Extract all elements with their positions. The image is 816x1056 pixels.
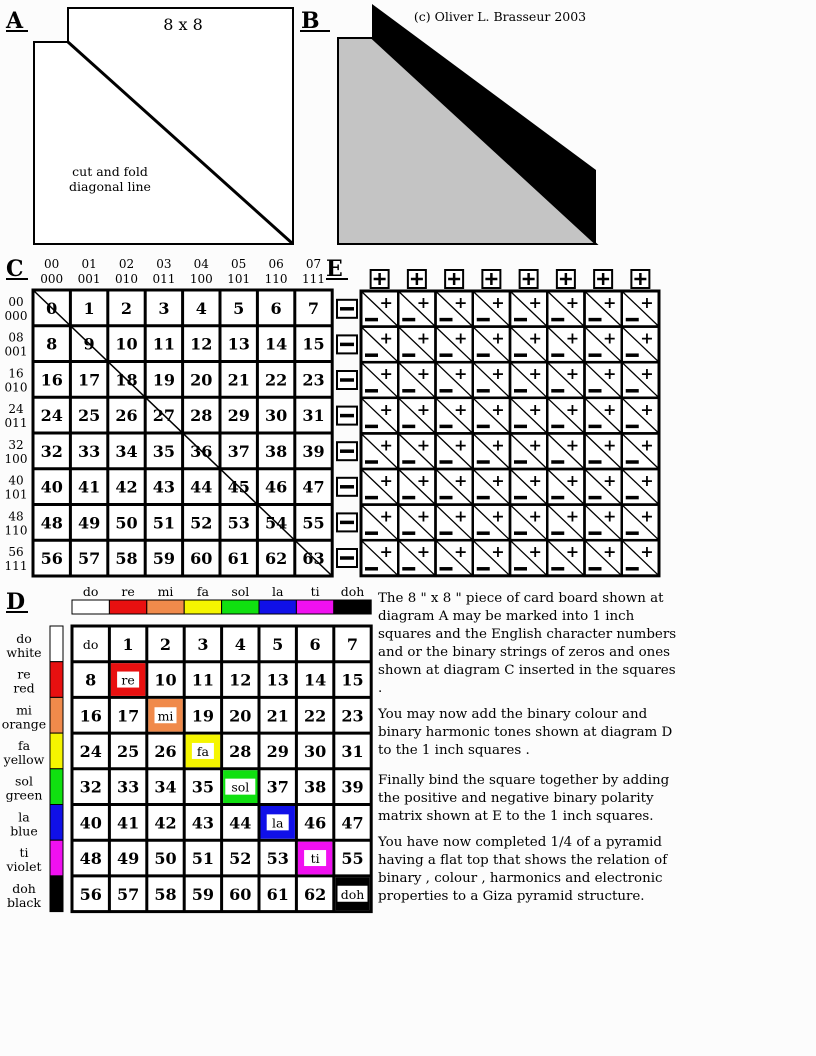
grid-d-cell: 3 xyxy=(197,634,209,654)
tone-label-left: do xyxy=(16,630,32,646)
grid-c-cell: 33 xyxy=(77,441,101,461)
tone-label-top: re xyxy=(121,584,135,599)
grid-e-plus: + xyxy=(640,364,654,384)
grid-d-cell: 11 xyxy=(191,670,215,690)
grid-e-plus: + xyxy=(454,506,468,526)
grid-d-cell: 26 xyxy=(154,741,177,761)
grid-d-cell: 24 xyxy=(79,741,102,761)
grid-e-plus: + xyxy=(528,293,542,312)
instructions-p2: You may now add the binary colour and binary harmonic tones shown at diagram D to the 1 inch squares . xyxy=(378,707,673,758)
grid-d-cell: 25 xyxy=(116,741,140,761)
grid-e-plus: + xyxy=(416,506,431,526)
tone-swatch-top xyxy=(147,600,184,614)
grid-e-plus: + xyxy=(565,542,580,562)
color-label-left: blue xyxy=(10,823,38,839)
grid-d-cell: 7 xyxy=(346,634,359,654)
grid-c-cell: 49 xyxy=(77,513,101,533)
col-header-binary: 001 xyxy=(77,272,101,286)
grid-d-cell: 46 xyxy=(303,813,327,833)
row-header-decimal: 56 xyxy=(8,545,24,560)
grid-d-cell: 28 xyxy=(229,741,252,761)
grid-c-cell: 46 xyxy=(264,477,288,497)
grid-c-cell: 27 xyxy=(152,406,176,426)
tone-label-top: doh xyxy=(340,584,365,599)
grid-c-cell: 31 xyxy=(302,406,325,426)
grid-e-plus: + xyxy=(528,399,542,419)
grid-d-cell: 51 xyxy=(191,849,215,869)
grid-c-cell: 14 xyxy=(264,334,288,354)
grid-c-cell: 39 xyxy=(302,441,325,461)
grid-d-cell: 49 xyxy=(116,849,140,869)
grid-d-cell: 61 xyxy=(266,884,289,904)
tone-swatch-top xyxy=(334,600,371,614)
grid-c-cell: 52 xyxy=(190,513,213,533)
row-header-binary: 001 xyxy=(4,344,28,359)
grid-d-cell: 41 xyxy=(116,813,140,833)
col-header-decimal: 01 xyxy=(81,257,97,271)
grid-d-cell: 39 xyxy=(341,777,364,797)
tone-swatch-left xyxy=(50,626,63,662)
grid-e-plus: + xyxy=(379,435,393,455)
grid-e-plus: + xyxy=(640,506,654,526)
grid-e-plus: + xyxy=(640,471,654,490)
grid-e-plus: + xyxy=(379,399,393,419)
grid-d-cell: 20 xyxy=(229,706,252,726)
grid-c-cell: 6 xyxy=(270,298,282,318)
grid-d-cell: 29 xyxy=(266,741,289,761)
grid-c-cell: 12 xyxy=(190,334,213,354)
grid-c-cell: 50 xyxy=(115,513,138,533)
tone-swatch-left xyxy=(50,840,63,876)
grid-c-cell: 35 xyxy=(152,441,176,461)
color-label-left: yellow xyxy=(3,751,45,767)
grid-e-plus: + xyxy=(454,542,468,562)
grid-c-cell: 0 xyxy=(46,298,58,318)
tone-label-left: la xyxy=(18,809,30,825)
tone-swatch-top xyxy=(72,600,109,614)
grid-c-cell: 20 xyxy=(190,370,213,390)
grid-e-plus: + xyxy=(454,328,468,348)
tone-label-left: sol xyxy=(15,773,33,789)
grid-e-plus: + xyxy=(565,293,580,312)
col-header-binary: 000 xyxy=(40,272,64,286)
diagram-b xyxy=(300,4,596,244)
row-header-decimal: 00 xyxy=(8,294,24,309)
grid-e-plus: + xyxy=(528,506,542,526)
grid-e-plus: + xyxy=(640,542,654,562)
grid-e-plus: + xyxy=(416,293,431,312)
grid-c-cell: 13 xyxy=(227,334,250,354)
grid-d-cell: 15 xyxy=(341,670,364,690)
grid-d-cell: 6 xyxy=(309,634,321,654)
grid-c-cell: 58 xyxy=(115,549,138,569)
tone-swatch-top xyxy=(184,600,221,614)
instructions-p4: You have now completed 1/4 of a pyramid having a flat top that shows the relation of binary , colour , harmonics and electronic properties to a Giza pyramid structure. xyxy=(378,835,668,904)
grid-d-cell: 57 xyxy=(116,884,140,904)
grid-d-cell: 53 xyxy=(266,849,289,869)
grid-c-cell: 62 xyxy=(264,549,288,569)
grid-c-cell: 47 xyxy=(302,477,325,497)
grid-e-plus: + xyxy=(603,399,617,419)
grid-d-cell: 21 xyxy=(266,706,289,726)
diagram-c xyxy=(5,256,333,576)
tone-label-top: ti xyxy=(310,584,320,599)
col-header-decimal: 06 xyxy=(268,257,284,271)
grid-c-cell: 61 xyxy=(227,549,250,569)
tone-swatch-top xyxy=(296,600,333,614)
grid-d-tone-text: re xyxy=(121,672,135,688)
grid-d-cell: 40 xyxy=(79,813,102,833)
grid-d-cell: 43 xyxy=(191,813,215,833)
grid-d-cell: 19 xyxy=(191,706,215,726)
col-header-binary: 110 xyxy=(264,272,288,286)
color-label-left: violet xyxy=(6,859,42,875)
row-header-decimal: 24 xyxy=(8,402,24,417)
grid-d-cell: 12 xyxy=(229,670,252,690)
diagram-e xyxy=(326,256,659,576)
grid-e-plus: + xyxy=(454,364,468,384)
grid-c-cell: 55 xyxy=(302,513,325,533)
instructions-p3: Finally bind the square together by adding the positive and negative binary polarity matrix shown at E to the 1 inch squares. xyxy=(378,773,670,824)
tone-swatch-left xyxy=(50,697,63,733)
grid-d-cell: 60 xyxy=(229,884,252,904)
label-a: A xyxy=(6,8,24,34)
tone-swatch-left xyxy=(50,876,63,912)
grid-e-plus: + xyxy=(640,435,654,455)
grid-e-plus: + xyxy=(379,364,393,384)
grid-d-cell: 48 xyxy=(79,849,102,869)
grid-d-cell: 23 xyxy=(341,706,364,726)
grid-d-cell: 37 xyxy=(266,777,289,797)
grid-c-cell: 41 xyxy=(77,477,101,497)
grid-c-cell: 15 xyxy=(302,334,325,354)
row-header-decimal: 32 xyxy=(8,437,24,452)
grid-d-tone-text: fa xyxy=(196,743,209,759)
grid-c-cell: 5 xyxy=(233,298,245,318)
tone-label-top: mi xyxy=(157,584,174,599)
tone-swatch-top xyxy=(222,600,259,614)
color-label-left: red xyxy=(13,680,35,696)
grid-c-cell: 28 xyxy=(190,406,213,426)
grid-c-cell: 45 xyxy=(227,477,250,497)
grid-c-cell: 25 xyxy=(77,406,101,426)
grid-d-cell: 30 xyxy=(303,741,327,761)
grid-d-cell: 4 xyxy=(234,634,246,654)
grid-d-cell: 34 xyxy=(154,777,177,797)
cut-label-2: diagonal line xyxy=(69,179,151,194)
tone-label-left: doh xyxy=(12,880,36,896)
grid-e-plus: + xyxy=(603,542,617,562)
grid-e-plus: + xyxy=(379,542,393,562)
grid-d-cell: 59 xyxy=(191,884,215,904)
color-label-left: black xyxy=(6,894,42,910)
grid-e-plus: + xyxy=(528,435,542,455)
grid-c-cell: 59 xyxy=(152,549,176,569)
grid-c-cell: 3 xyxy=(158,298,170,318)
grid-c-cell: 48 xyxy=(40,513,63,533)
grid-c-cell: 60 xyxy=(190,549,213,569)
grid-e-plus: + xyxy=(454,293,468,312)
row-header-binary: 111 xyxy=(4,559,28,574)
size-label: 8 x 8 xyxy=(163,15,203,34)
grid-e-plus: + xyxy=(565,364,580,384)
grid-e-plus: + xyxy=(491,364,505,384)
tone-label-top: sol xyxy=(231,584,250,599)
grid-c-cell: 24 xyxy=(40,406,63,426)
grid-d-cell: 2 xyxy=(159,634,172,654)
grid-d-cell: 8 xyxy=(85,670,97,690)
cut-label-1: cut and fold xyxy=(72,164,148,179)
grid-d-cell: 62 xyxy=(303,884,327,904)
grid-c-cell: 40 xyxy=(40,477,63,497)
grid-e-plus: + xyxy=(379,293,393,312)
grid-e-plus: + xyxy=(528,328,542,348)
grid-c-cell: 16 xyxy=(40,370,63,390)
instructions-text xyxy=(378,590,678,914)
grid-c-cell: 42 xyxy=(115,477,138,497)
grid-c-cell: 18 xyxy=(115,370,138,390)
grid-d-tone-text: doh xyxy=(340,886,365,902)
grid-c-cell: 4 xyxy=(195,298,207,318)
grid-d-cell: 55 xyxy=(341,849,364,869)
grid-d-cell: 22 xyxy=(303,706,327,726)
label-e: E xyxy=(326,256,343,282)
col-header-decimal: 02 xyxy=(118,257,135,271)
grid-d-cell: 58 xyxy=(154,884,177,904)
grid-d-cell: 38 xyxy=(303,777,327,797)
grid-e-plus: + xyxy=(454,399,468,419)
grid-c-cell: 10 xyxy=(115,334,138,354)
grid-c-cell: 9 xyxy=(83,334,95,354)
grid-d-cell: 17 xyxy=(116,706,140,726)
grid-d-tone-text: do xyxy=(82,636,99,652)
grid-e-plus: + xyxy=(491,542,505,562)
col-header-binary: 101 xyxy=(227,272,251,286)
col-header-decimal: 00 xyxy=(44,257,60,271)
grid-d-tone-text: ti xyxy=(310,851,320,867)
grid-e-plus: + xyxy=(528,542,542,562)
tone-label-left: re xyxy=(17,666,31,682)
col-header-decimal: 05 xyxy=(231,257,247,271)
label-d: D xyxy=(6,589,26,615)
grid-d-cell: 33 xyxy=(116,777,140,797)
grid-c-cell: 56 xyxy=(40,549,63,569)
grid-e-plus: + xyxy=(603,471,617,490)
tone-swatch-top xyxy=(109,600,146,614)
grid-c-cell: 32 xyxy=(40,441,63,461)
grid-e-plus: + xyxy=(528,364,542,384)
grid-d-cell: 42 xyxy=(154,813,177,833)
tone-label-left: mi xyxy=(16,702,32,718)
grid-e-plus: + xyxy=(454,435,468,455)
grid-c-cell: 36 xyxy=(190,441,213,461)
grid-e-plus: + xyxy=(565,506,580,526)
grid-c-cell: 29 xyxy=(227,406,250,426)
row-header-binary: 100 xyxy=(4,451,28,466)
grid-d-cell: 14 xyxy=(303,670,327,690)
grid-e-plus: + xyxy=(491,293,505,312)
grid-e-plus: + xyxy=(416,435,431,455)
grid-e-plus: + xyxy=(379,471,393,490)
grid-c-cell: 44 xyxy=(190,477,213,497)
grid-e-plus: + xyxy=(528,471,542,490)
row-header-binary: 010 xyxy=(4,380,28,395)
tone-label-top: la xyxy=(271,584,284,599)
grid-e-plus: + xyxy=(491,328,505,348)
col-header-binary: 011 xyxy=(152,272,176,286)
grid-c-cell: 23 xyxy=(302,370,325,390)
col-header-binary: 010 xyxy=(115,272,138,286)
grid-e-plus: + xyxy=(603,506,617,526)
grid-e-plus: + xyxy=(603,293,617,312)
grid-d-cell: 31 xyxy=(341,741,364,761)
grid-e-plus: + xyxy=(491,399,505,419)
grid-d-tone-text: mi xyxy=(157,708,174,724)
tone-swatch-left xyxy=(50,805,63,841)
instructions-p1: The 8 " x 8 " piece of card board shown at diagram A may be marked into 1 inch squares and the English character numbers and or the binary strings of zeros and ones shown at diagram C inserted in the squares . xyxy=(378,591,677,696)
grid-d-tone-text: la xyxy=(271,815,284,831)
tone-swatch-top xyxy=(259,600,296,614)
row-header-binary: 101 xyxy=(4,487,28,502)
grid-c-cell: 7 xyxy=(307,298,320,318)
grid-c-cell: 34 xyxy=(115,441,138,461)
grid-c-cell: 2 xyxy=(120,298,133,318)
tone-label-top: do xyxy=(82,584,99,599)
grid-e-plus: + xyxy=(379,328,393,348)
grid-c-cell: 57 xyxy=(77,549,101,569)
grid-d-cell: 56 xyxy=(79,884,102,904)
grid-e-plus: + xyxy=(491,506,505,526)
grid-c-cell: 17 xyxy=(77,370,101,390)
grid-c-cell: 63 xyxy=(302,549,325,569)
diagram-d xyxy=(2,584,371,912)
grid-c-cell: 8 xyxy=(46,334,58,354)
grid-c-cell: 11 xyxy=(152,334,176,354)
tone-swatch-left xyxy=(50,662,63,698)
grid-e-plus: + xyxy=(454,471,468,490)
grid-d-cell: 47 xyxy=(341,813,364,833)
row-header-decimal: 16 xyxy=(8,366,24,381)
grid-c-cell: 30 xyxy=(264,406,288,426)
grid-d-tone-text: sol xyxy=(231,779,250,795)
grid-c-cell: 38 xyxy=(264,441,288,461)
grid-e-plus: + xyxy=(416,471,431,490)
grid-e-plus: + xyxy=(603,364,617,384)
label-b: B xyxy=(301,8,320,34)
grid-c-cell: 26 xyxy=(115,406,138,426)
grid-e-plus: + xyxy=(416,328,431,348)
row-header-binary: 000 xyxy=(4,308,28,323)
diagram-a xyxy=(5,8,293,244)
grid-c-cell: 37 xyxy=(227,441,250,461)
grid-e-plus: + xyxy=(491,435,505,455)
label-c: C xyxy=(6,256,24,282)
grid-d-cell: 44 xyxy=(229,813,252,833)
grid-e-plus: + xyxy=(640,328,654,348)
row-header-binary: 110 xyxy=(4,523,28,538)
grid-d-cell: 1 xyxy=(122,634,134,654)
tone-label-left: fa xyxy=(17,737,31,753)
color-label-left: white xyxy=(6,644,42,660)
grid-e-plus: + xyxy=(603,328,617,348)
row-header-binary: 011 xyxy=(4,416,28,431)
grid-c-cell: 51 xyxy=(152,513,176,533)
grid-e-plus: + xyxy=(491,471,505,490)
tone-label-top: fa xyxy=(196,584,209,599)
col-header-binary: 111 xyxy=(302,272,325,286)
grid-d-cell: 52 xyxy=(229,849,252,869)
grid-c-cell: 21 xyxy=(227,370,250,390)
grid-d-cell: 32 xyxy=(79,777,102,797)
grid-c-cell: 43 xyxy=(152,477,176,497)
grid-c-cell: 54 xyxy=(264,513,288,533)
grid-d-cell: 5 xyxy=(272,634,284,654)
row-header-decimal: 08 xyxy=(8,330,24,345)
color-label-left: orange xyxy=(1,716,47,732)
grid-e-plus: + xyxy=(416,542,431,562)
tone-label-left: ti xyxy=(19,845,29,861)
grid-c-cell: 22 xyxy=(264,370,288,390)
grid-e-plus: + xyxy=(379,506,393,526)
grid-e-plus: + xyxy=(603,435,617,455)
row-header-decimal: 48 xyxy=(8,509,24,524)
grid-e-plus: + xyxy=(565,471,580,490)
copyright: (c) Oliver L. Brasseur 2003 xyxy=(413,9,587,24)
row-header-decimal: 40 xyxy=(8,473,24,488)
col-header-decimal: 07 xyxy=(305,257,322,271)
grid-e-plus: + xyxy=(416,399,431,419)
grid-d-cell: 16 xyxy=(79,706,102,726)
grid-d-cell: 13 xyxy=(266,670,289,690)
grid-c-cell: 53 xyxy=(227,513,250,533)
grid-e-plus: + xyxy=(640,399,654,419)
grid-e-plus: + xyxy=(416,364,431,384)
col-header-binary: 100 xyxy=(189,272,213,286)
grid-e-plus: + xyxy=(640,293,654,312)
col-header-decimal: 03 xyxy=(156,257,172,271)
color-label-left: green xyxy=(5,787,43,803)
grid-d-cell: 50 xyxy=(154,849,177,869)
grid-e-plus: + xyxy=(565,328,580,348)
grid-e-plus: + xyxy=(565,399,580,419)
grid-e-plus: + xyxy=(565,435,580,455)
grid-c-cell: 19 xyxy=(152,370,176,390)
grid-d-cell: 10 xyxy=(154,670,177,690)
grid-c-cell: 1 xyxy=(83,298,95,318)
tone-swatch-left xyxy=(50,733,63,769)
tone-swatch-left xyxy=(50,769,63,805)
col-header-decimal: 04 xyxy=(193,257,209,271)
grid-d-cell: 35 xyxy=(191,777,215,797)
